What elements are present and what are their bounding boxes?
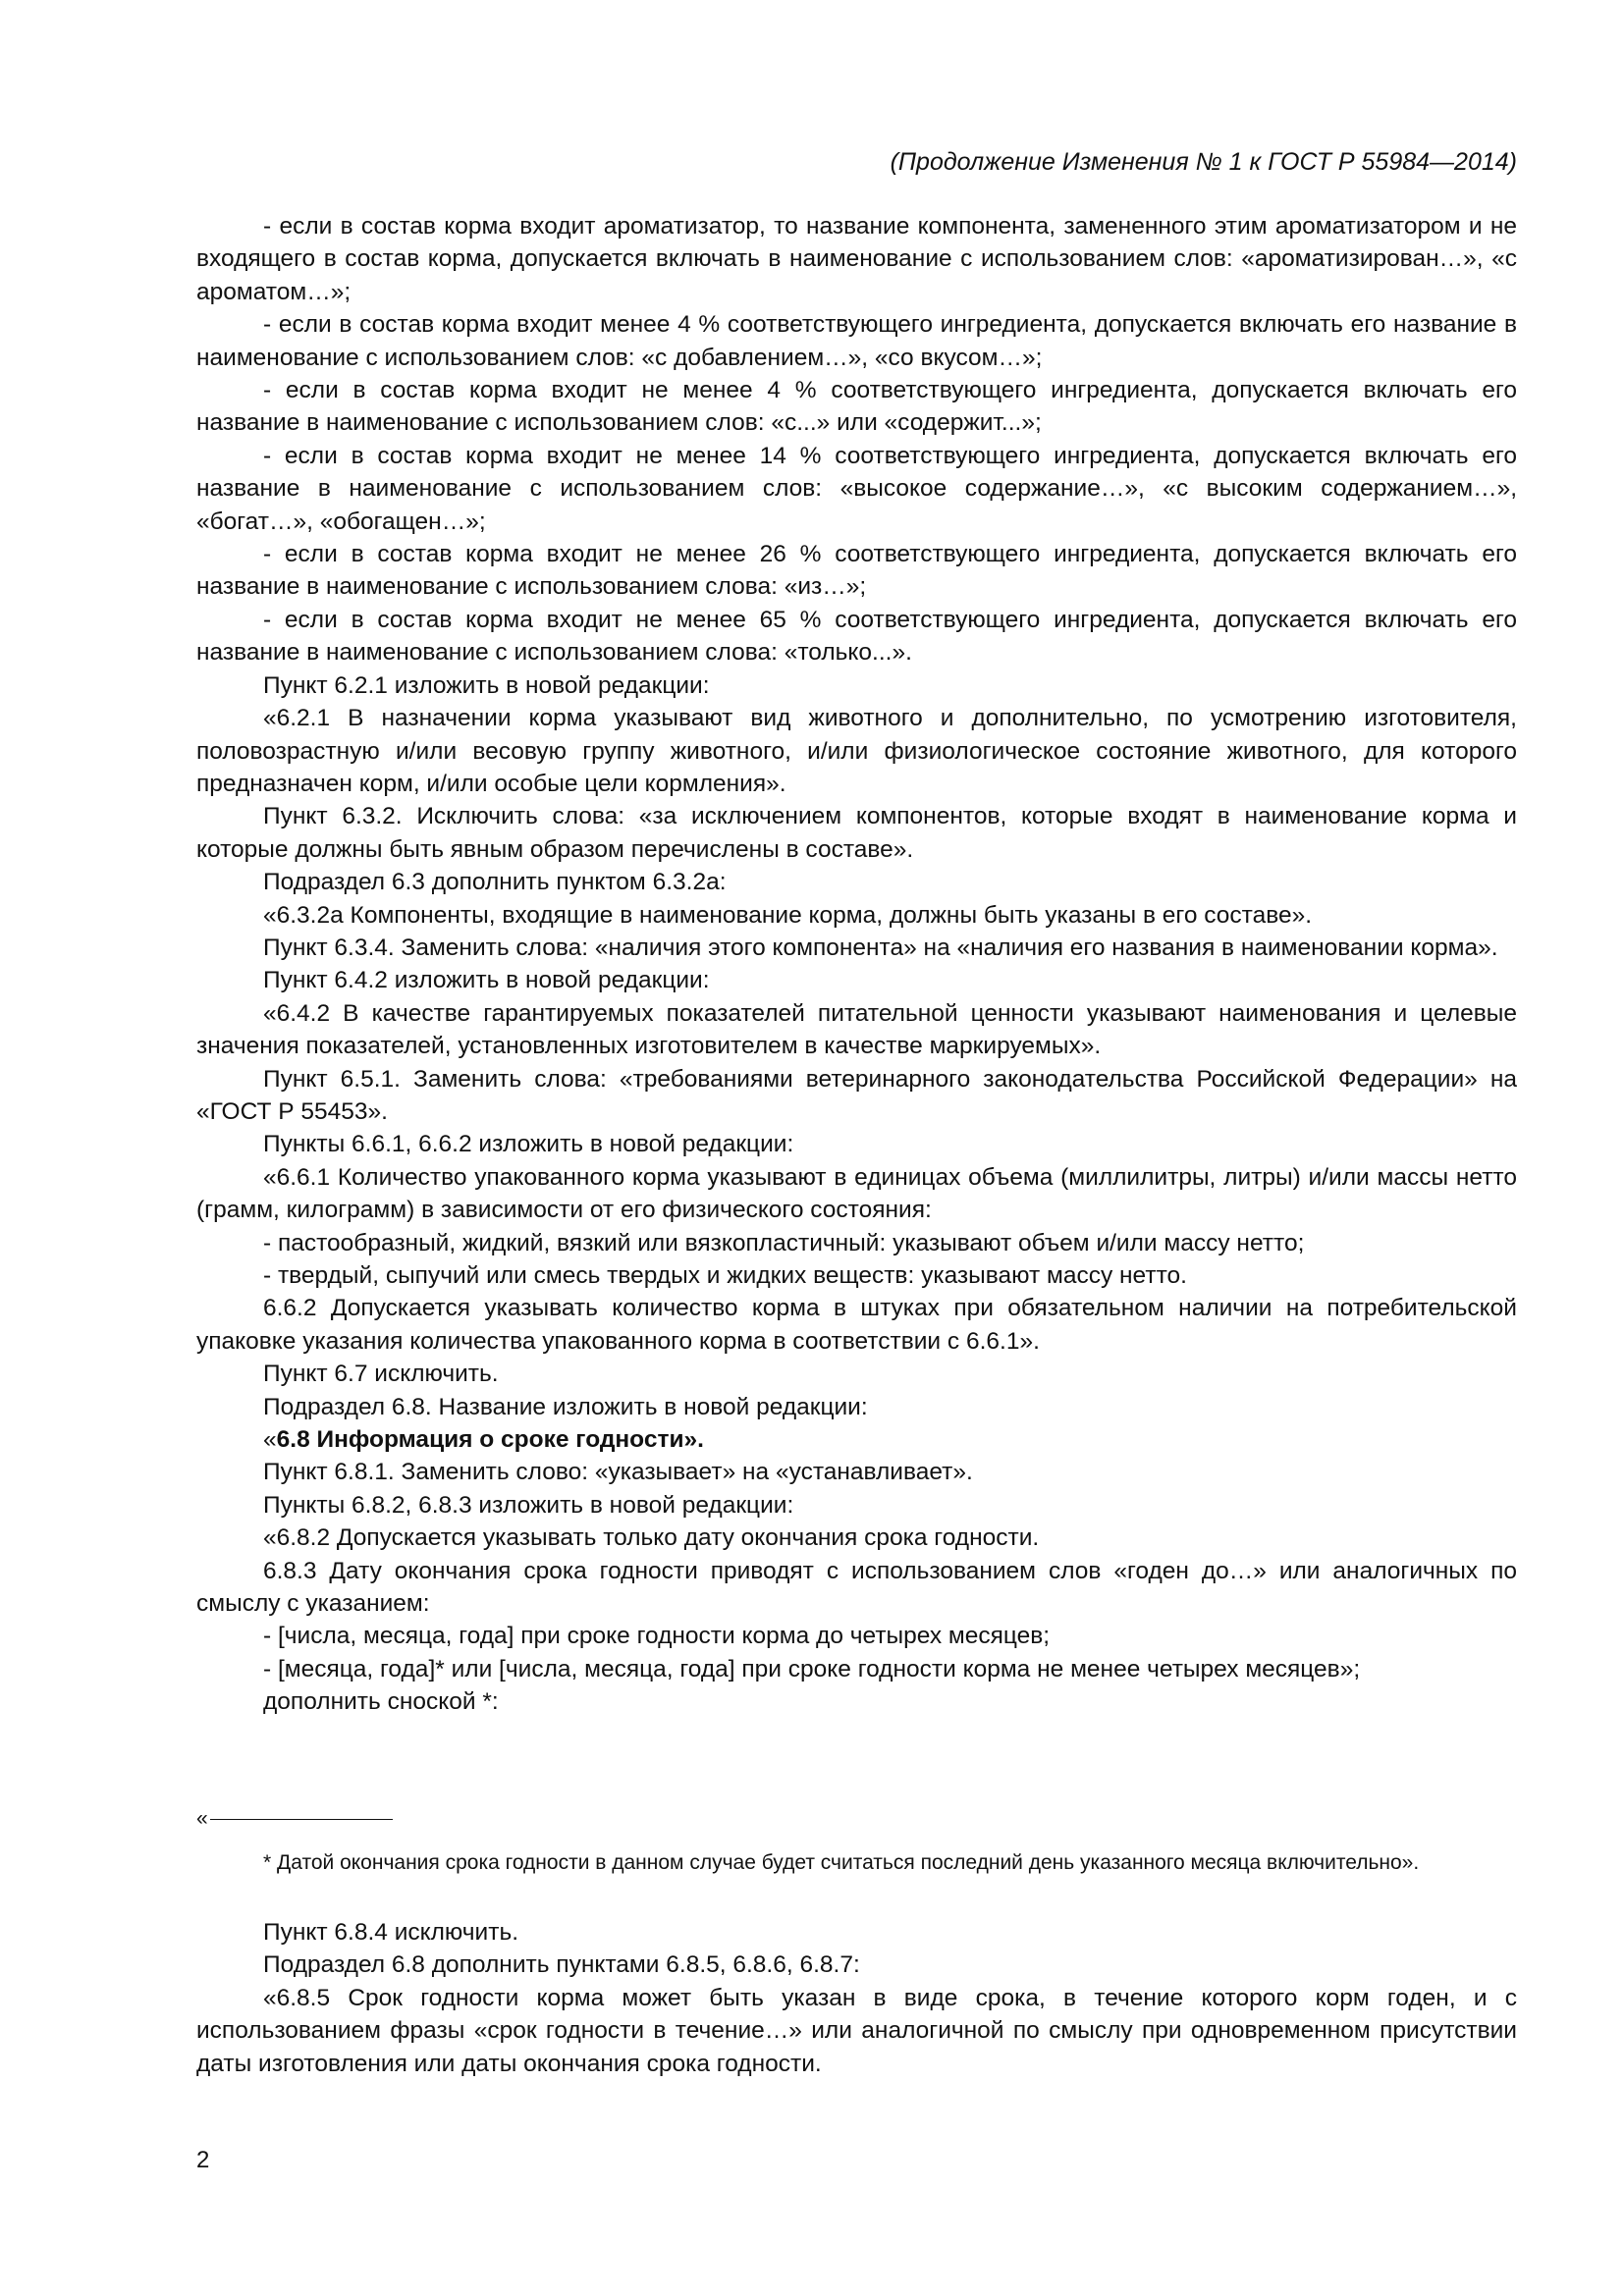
paragraph: - [числа, месяца, года] при сроке годности корма до четырех месяцев;: [263, 1623, 1051, 1650]
main-text-continued: [196, 1916, 1517, 2080]
footnote-quote-mark: «: [196, 1807, 208, 1830]
heading-open-quote: «: [263, 1426, 277, 1454]
paragraph: Пункт 6.3.4. Заменить слова: «наличия этого компонента» на «наличия его названия в наименовании корма».: [263, 934, 1498, 961]
paragraph: Пункт 6.8.1. Заменить слово: «указывает» на «устанавливает».: [263, 1459, 973, 1486]
paragraph: «6.4.2 В качестве гарантируемых показателей питательной ценности указывают наименования и целевые значения показателей, установленных изготовителем в качестве маркируемых».: [196, 999, 1517, 1060]
paragraph: - если в состав корма входит не менее 65 % соответствующего ингредиента, допускается включать его название в наименование с использованием слова: «только...».: [196, 606, 1517, 667]
paragraph: - твердый, сыпучий или смесь твердых и жидких веществ: указывают массу нетто.: [263, 1262, 1187, 1289]
paragraph: - [месяца, года]* или [числа, месяца, года] при сроке годности корма не менее четырех месяцев»;: [263, 1655, 1361, 1682]
page-number: 2: [196, 2147, 210, 2173]
paragraph: дополнить сноской *:: [263, 1688, 499, 1716]
paragraph: Пункт 6.8.4 исключить.: [263, 1919, 519, 1946]
paragraph: - если в состав корма входит менее 4 % соответствующего ингредиента, допускается включать его название в наименование с использованием слов: «с добавлением…», «со вкусом…»;: [196, 311, 1517, 371]
paragraph: «6.2.1 В назначении корма указывают вид животного и дополнительно, по усмотрению изготовителя, половозрастную и/или весовую группу животного, и/или физиологическое состояние животного, для которого предназначен корм, и/или особые цели кормления».: [196, 705, 1517, 797]
footnote-rule: [210, 1819, 393, 1820]
footnote-text: * Датой окончания срока годности в данном случае будет считаться последний день указанного месяца включительно».: [263, 1851, 1420, 1874]
paragraph: Подраздел 6.8 дополнить пунктами 6.8.5, 6.8.6, 6.8.7:: [263, 1951, 860, 1979]
footnote: [196, 1804, 1517, 1877]
paragraph: - если в состав корма входит не менее 26 % соответствующего ингредиента, допускается включать его название в наименование с использованием слова: «из…»;: [196, 541, 1517, 601]
paragraph: - если в состав корма входит ароматизатор, то название компонента, замененного этим ароматизатором и не входящего в состав корма, допускается включать в наименование с использованием слов: «ароматизирован…», «с ароматом…»;: [196, 213, 1517, 305]
section-heading-line: [196, 1423, 1517, 1456]
paragraph: Пункт 6.7 исключить.: [263, 1361, 499, 1388]
paragraph: 6.8.3 Дату окончания срока годности приводят с использованием слов «годен до…» или аналогичных по смыслу с указанием:: [196, 1557, 1517, 1618]
paragraph: «6.3.2а Компоненты, входящие в наименование корма, должны быть указаны в его составе».: [263, 901, 1313, 929]
paragraph: Подраздел 6.8. Название изложить в новой редакции:: [263, 1393, 868, 1420]
paragraph: Пункт 6.3.2. Исключить слова: «за исключением компонентов, которые входят в наименование корма и которые должны быть явным образом перечислены в составе».: [196, 803, 1517, 863]
paragraph: «6.6.1 Количество упакованного корма указывают в единицах объема (миллилитры, литры) и/или массы нетто (грамм, килограмм) в зависимости от его физического состояния:: [196, 1163, 1517, 1224]
running-header: (Продолжение Изменения № 1 к ГОСТ Р 55984—2014): [890, 148, 1517, 176]
paragraph: Пункт 6.2.1 изложить в новой редакции:: [263, 671, 710, 699]
paragraph: - если в состав корма входит не менее 4 % соответствующего ингредиента, допускается включать его название в наименование с использованием слов: «с...» или «содержит...»;: [196, 377, 1517, 437]
section-heading: 6.8 Информация о сроке годности».: [276, 1426, 704, 1454]
paragraph: Пункты 6.6.1, 6.6.2 изложить в новой редакции:: [263, 1131, 794, 1158]
main-text: [196, 210, 1517, 1719]
paragraph: Пункт 6.4.2 изложить в новой редакции:: [263, 967, 710, 994]
paragraph: «6.8.2 Допускается указывать только дату окончания срока годности.: [263, 1524, 1040, 1552]
paragraph: - если в состав корма входит не менее 14 % соответствующего ингредиента, допускается включать его название в наименование с использованием слов: «высокое содержание…», «с высоким содержанием…», «богат…», «обогащен…»;: [196, 442, 1517, 535]
paragraph: Пункты 6.8.2, 6.8.3 изложить в новой редакции:: [263, 1491, 794, 1519]
paragraph: Подраздел 6.3 дополнить пунктом 6.3.2а:: [263, 869, 727, 896]
footnote-separator: [196, 1804, 1517, 1833]
paragraph: 6.6.2 Допускается указывать количество корма в штуках при обязательном наличии на потребительской упаковке указания количества упакованного корма в соответствии с 6.6.1».: [196, 1295, 1517, 1355]
paragraph: - пастообразный, жидкий, вязкий или вязкопластичный: указывают объем и/или массу нетто;: [263, 1229, 1305, 1256]
paragraph: Пункт 6.5.1. Заменить слова: «требованиями ветеринарного законодательства Российской Федерации» на «ГОСТ Р 55453».: [196, 1065, 1517, 1125]
paragraph: «6.8.5 Срок годности корма может быть указан в виде срока, в течение которого корм годен, и с использованием фразы «срок годности в течение…» или аналогичной по смыслу при одновременном присутствии даты изготовления или даты окончания срока годности.: [196, 1984, 1517, 2077]
